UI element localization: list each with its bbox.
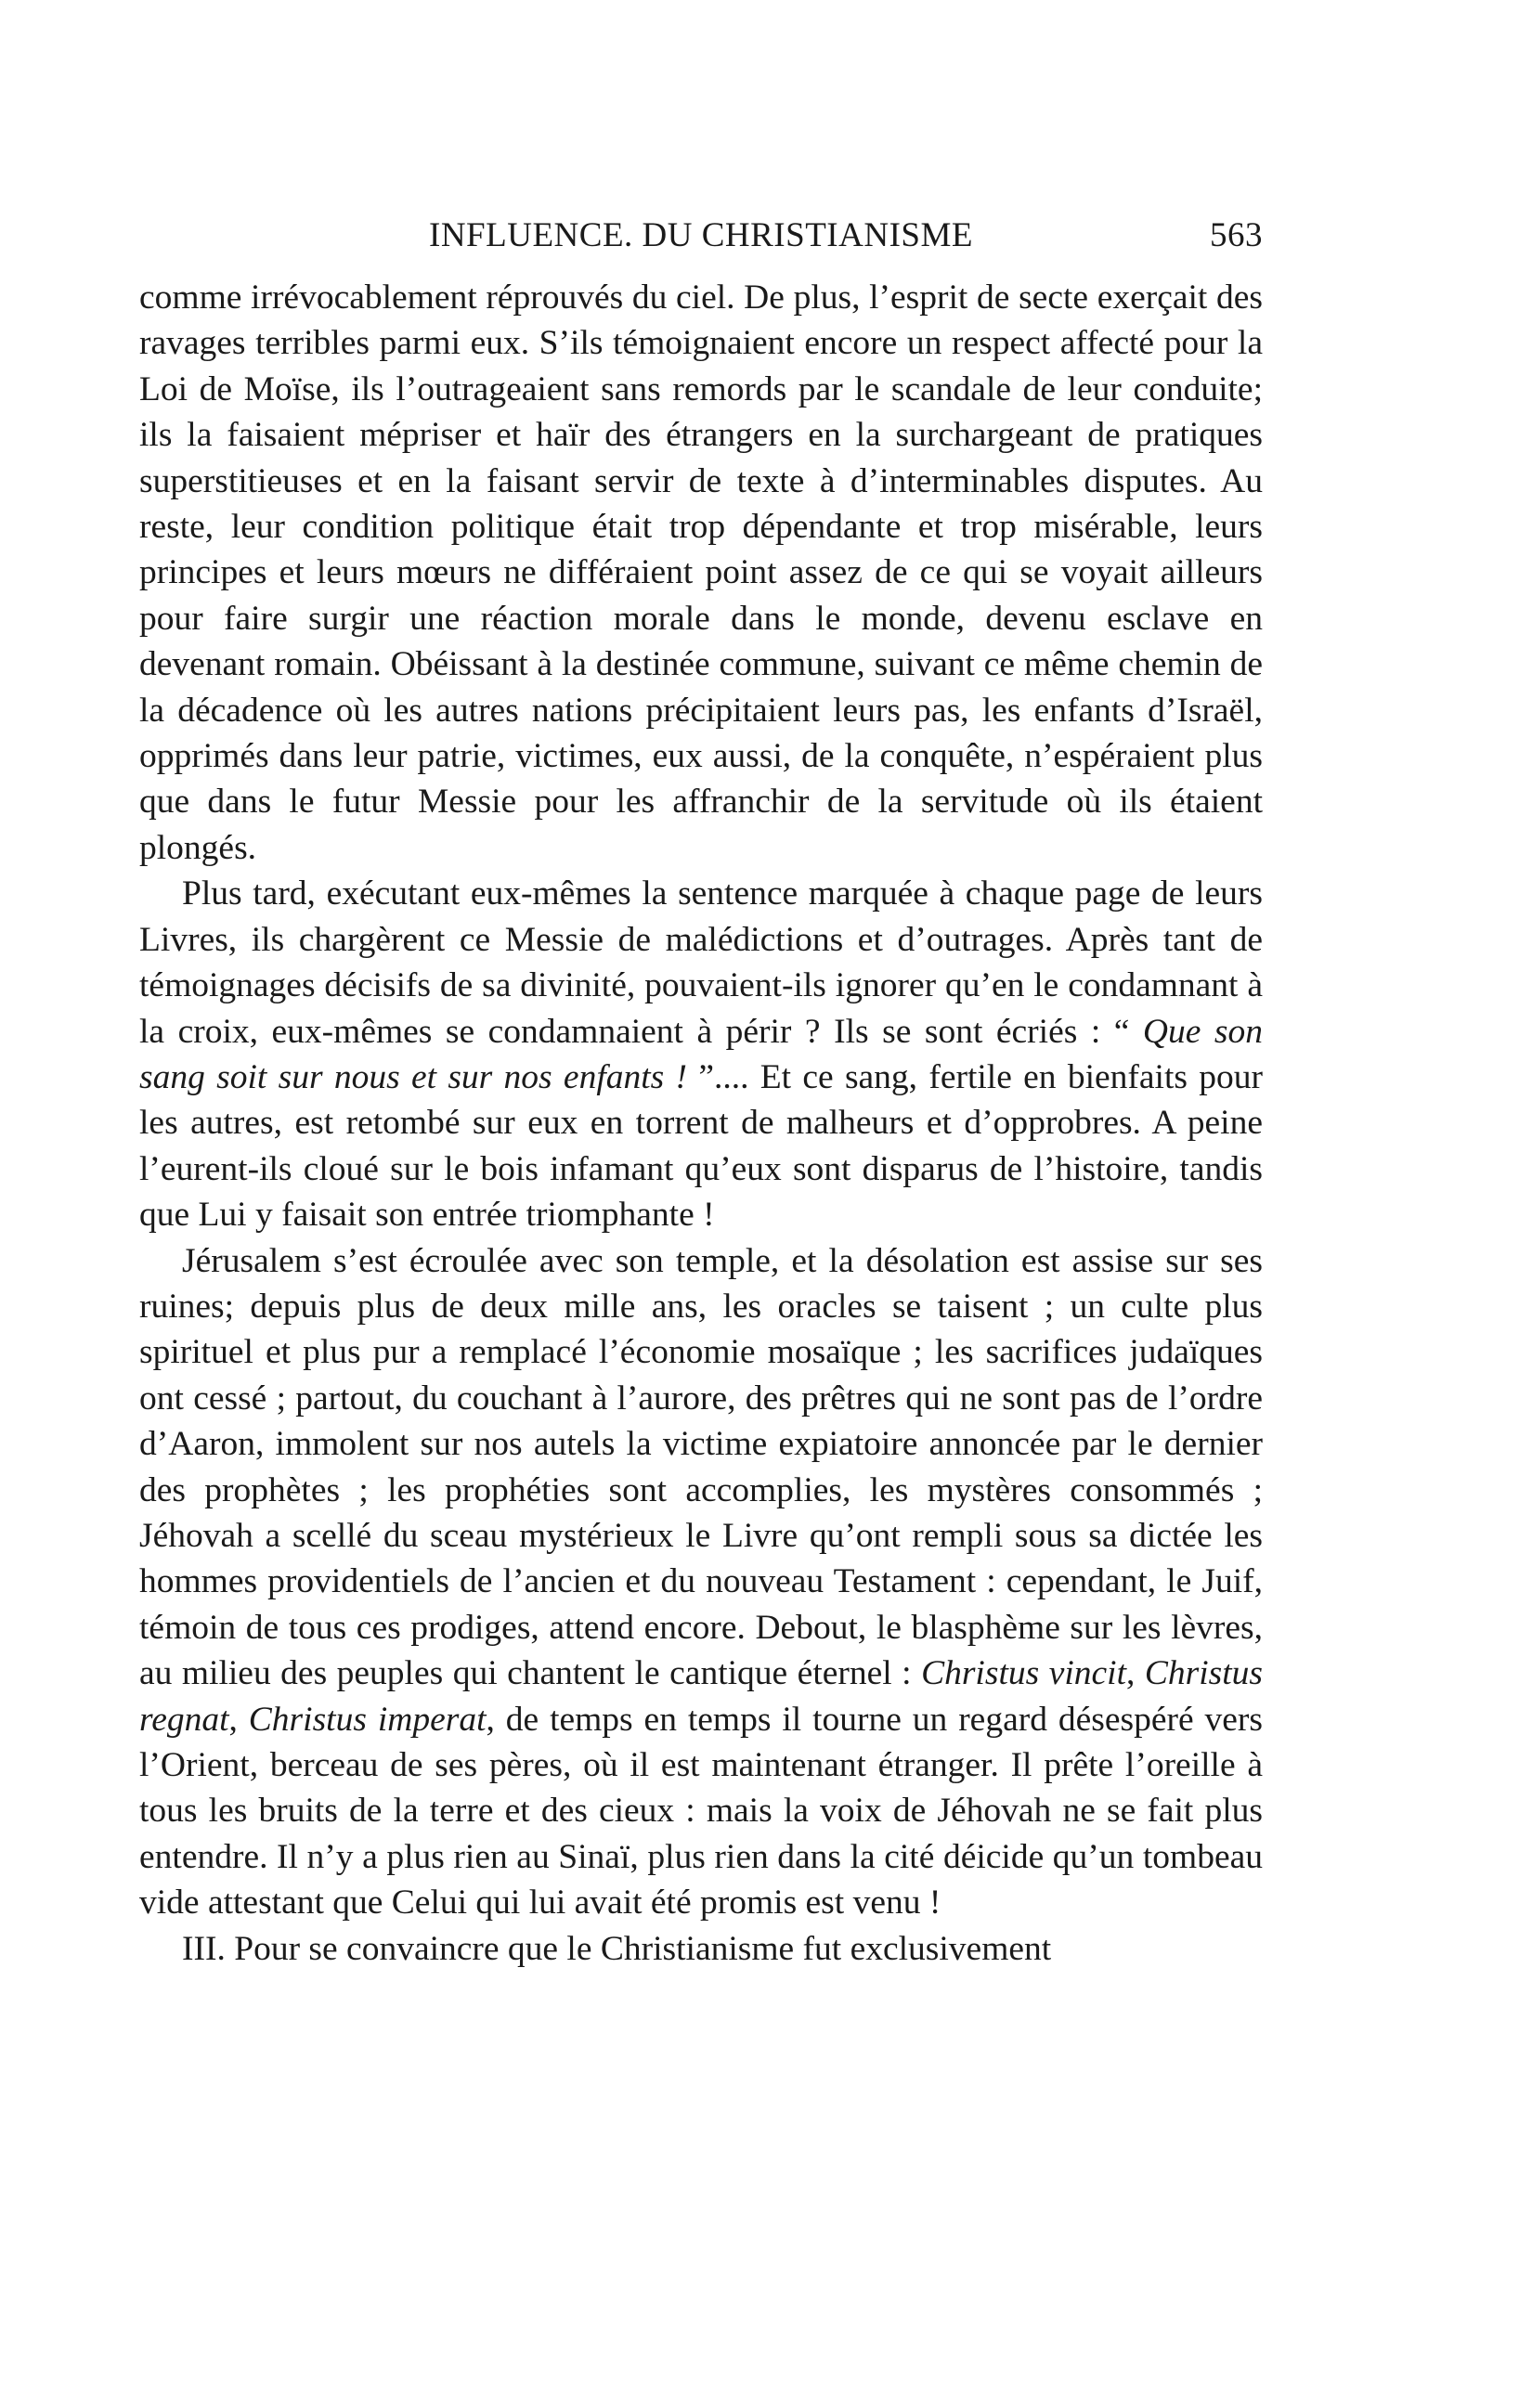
paragraph-text: comme irrévocablement réprouvés du ciel. De plus, l’esprit de secte exerçait des ravages terribles parmi eux. S’ils témoignaient encore un respect affecté pour la Loi de Moïse, ils l’outrageaient sans remords par le scandale de leur conduite; ils la faisaient mépriser et haïr des étrangers en la surchargeant de pratiques superstitieuses et en la faisant servir de texte à d’interminables disputes. Au reste, leur condition politique était trop dépendante et trop misérable, leurs principes et leurs mœurs ne différaient point assez de ce qui se voyait ailleurs pour faire surgir une réaction morale dans le monde, devenu esclave en devenant romain. Obéissant à la destinée commune, suivant ce même chemin de la décadence où les autres nations précipitaient leurs pas, les enfants d’Israël, opprimés dans leur patrie, victimes, eux aussi, de la conquête, n’espéraient plus que dans le futur Messie pour les affranchir de la servitude où ils étaient plongés. — [139, 278, 1263, 867]
paragraph — [139, 1238, 1263, 1926]
paragraph-text: III. Pour se convaincre que le Christianisme fut exclusivement — [182, 1929, 1052, 1968]
paragraph — [139, 1926, 1263, 1972]
paragraph-text: ”.... Et ce sang, fertile en bienfaits pour les autres, est retombé sur eux en torrent de malheurs et d’opprobres. A peine l’eurent-ils cloué sur le bois infamant qu’eux sont disparus de l’histoire, tandis que Lui y faisait son entrée triomphante ! — [139, 1057, 1263, 1235]
latin-quote: Christus regnat — [139, 1654, 1264, 1739]
paragraph-text: Jérusalem s’est écroulée avec son temple, et la désolation est assise sur ses ruines; depuis plus de deux mille ans, les oracles se taisent ; un culte plus spirituel et plus pur a remplacé l’économie mosaïque ; les sacrifices judaïques ont cessé ; partout, du couchant à l’aurore, des prêtres qui ne sont pas de l’ordre d’Aaron, immolent sur nos autels la victime expiatoire annoncée par le dernier des prophètes ; les prophéties sont accomplies, les mystères consommés ; Jéhovah a scellé du sceau mystérieux le Livre qu’ont rempli sous sa dictée les hommes providentiels de l’ancien et du nouveau Testament : cependant, le Juif, témoin de tous ces prodiges, attend encore. Debout, le blasphème sur les lèvres, au milieu des peuples qui chantent le cantique éternel : — [139, 1241, 1263, 1693]
latin-quote: Que son sang soit sur nous et sur nos enfants ! — [139, 1012, 1264, 1096]
body-text — [139, 275, 1263, 1972]
paragraph — [139, 871, 1263, 1237]
paragraph-text: Plus tard, exécutant eux-mêmes la sentence marquée à chaque page de leurs Livres, ils chargèrent ce Messie de malédictions et d’outrages. Après tant de témoignages décisifs de sa divinité, pouvaient-ils ignorer qu’en le condamnant à la croix, eux-mêmes se condamnaient à périr ? Ils se sont écriés : “ — [139, 874, 1263, 1051]
running-head — [139, 215, 1263, 267]
page-number: 563 — [1210, 216, 1263, 254]
book-page — [139, 215, 1263, 1972]
paragraph-text: , — [228, 1700, 249, 1739]
running-title: INFLUENCE. DU CHRISTIANISME — [429, 216, 973, 254]
latin-quote: Christus imperat — [248, 1700, 487, 1739]
paragraph-text: , de temps en temps il tourne un regard désespéré vers l’Orient, berceau de ses pères, où il est maintenant étranger. Il prête l’oreille à tous les bruits de la terre et des cieux : mais la voix de Jéhovah ne se fait plus entendre. Il n’y a plus rien au Sinaï, plus rien dans la cité déicide qu’un tombeau vide attestant que Celui qui lui avait été promis est venu ! — [139, 1700, 1263, 1923]
paragraph — [139, 275, 1263, 871]
paragraph-text: , — [1126, 1654, 1145, 1693]
latin-quote: Christus vincit — [921, 1654, 1126, 1693]
